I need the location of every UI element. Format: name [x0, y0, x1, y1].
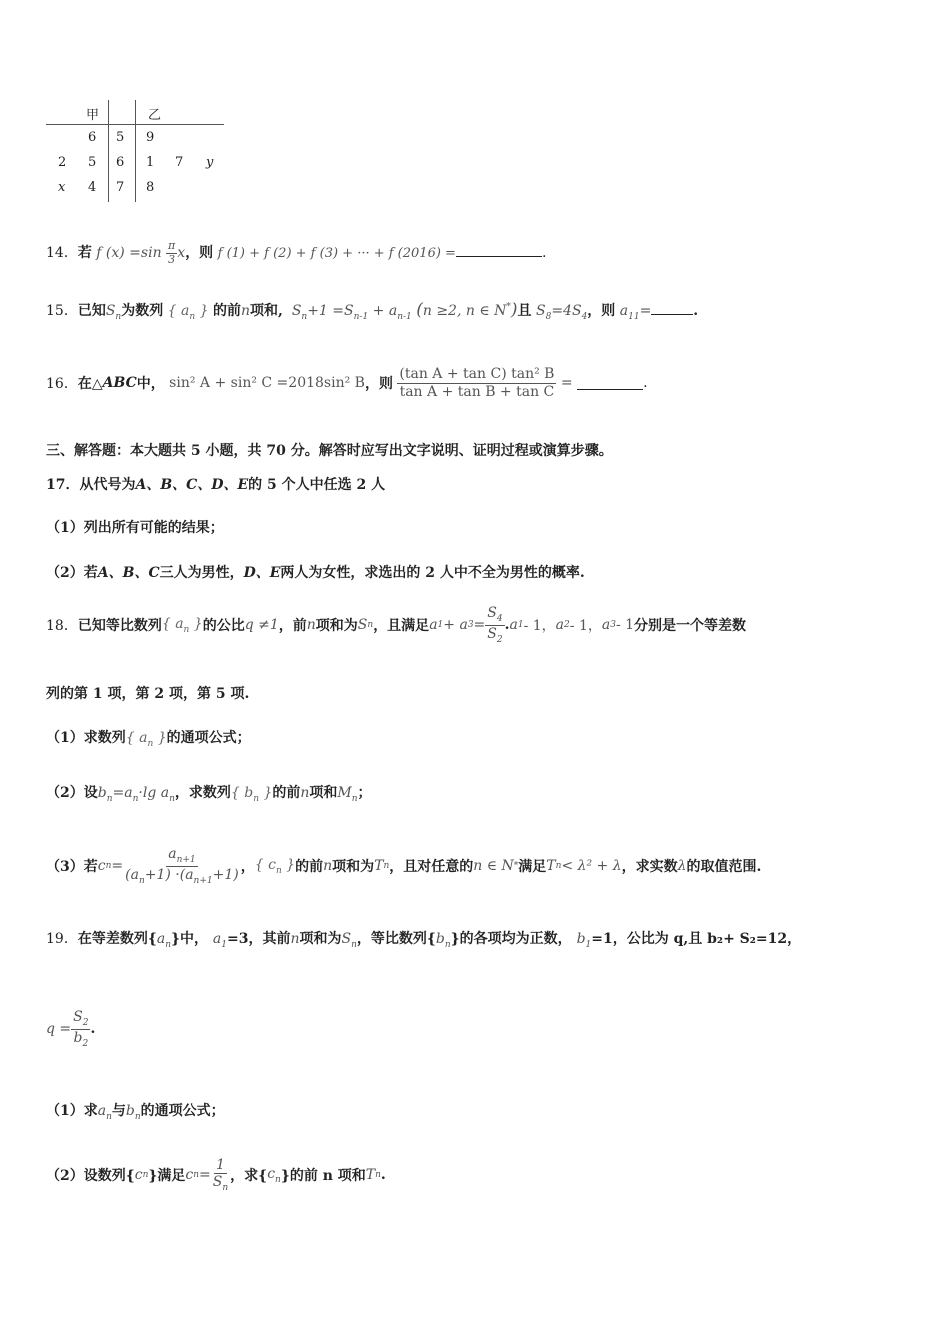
text: 中， — [136, 376, 165, 392]
question-18: 18． 已知等比数列 { $a_n$ } 的公比 q ≠1 ，前 n 项和为 S n ，且满足 a 1 + a 3 = $\frac{S_4}{S_2}$ . a 1 - 1， a 2 - 1， a 3 - 1 分别是一个等差数 — [46, 605, 747, 645]
math: sin² A + sin² C =2018sin² B — [169, 375, 365, 391]
math: x — [177, 245, 186, 262]
answer-blank[interactable] — [577, 377, 643, 390]
punct: . — [643, 375, 648, 391]
math: S — [105, 303, 116, 319]
stem-leaf-table — [46, 100, 224, 202]
table-right-divider — [135, 100, 136, 202]
math: S — [291, 303, 302, 319]
fraction: $\frac{S_2}{b_2}$ — [73, 1009, 89, 1049]
table-left-divider — [108, 100, 109, 202]
text: A、B、C、D、E — [135, 477, 249, 493]
math: S — [536, 303, 546, 319]
q19-part1: （1）求$a_n$与$b_n$的通项公式； — [46, 1103, 225, 1122]
q18-part1: （1）求数列{ $a_n$ }的通项公式； — [46, 730, 251, 749]
leaf: 8 — [146, 180, 155, 195]
q19-part2: （2）设数列{ c n }满足 c n = $\frac{1}{S_n}$ ，求{ $c_n$ }的前 n 项和 T n . — [46, 1156, 386, 1193]
math-seq: { $a_n$ } — [167, 303, 209, 322]
header-left: 甲 — [86, 108, 100, 123]
leaf: 1 — [146, 155, 155, 170]
question-17 — [46, 474, 385, 494]
stem: 6 — [116, 155, 125, 170]
stem: 5 — [116, 130, 125, 145]
text: ，则 — [587, 303, 616, 319]
question-15: 15．已知$S_n$为数列 { $a_n$ } 的前n项和, $S_n+1 =S_{n-1} + a_{n-1}$ (n ≥2, n ∈ N*)且 $S_8=4S_4$，则 $a_{11}=$ . — [46, 300, 699, 322]
q17-part2: （2）若A、B、C三人为男性，D、E两人为女性，求选出的 2 人中不全为男性的概率. — [46, 565, 585, 581]
leaf: 6 — [88, 130, 97, 145]
text: 在△ — [77, 376, 103, 392]
question-number: 14． — [46, 245, 78, 262]
text: 17．从代号为 — [46, 477, 136, 493]
math: n ≥2, n ∈ N — [422, 303, 507, 319]
text: 的 5 个人中任选 2 人 — [248, 477, 386, 493]
text: 已知 — [77, 303, 106, 319]
leaf: x — [58, 180, 66, 195]
answer-blank[interactable] — [456, 244, 542, 257]
q18-part2: （2）设$b_n=a_n\cdot\lg$ $a_n$，求数列{ $b_n$ }的前n项和$M_n$； — [46, 785, 372, 804]
math: +1 =S — [307, 303, 354, 319]
text: 若 — [77, 245, 92, 262]
text: 的前 — [213, 303, 241, 319]
math: = — [560, 375, 573, 391]
math: a — [619, 303, 629, 319]
stem: 7 — [116, 180, 125, 195]
math: f (1) + f (2) + f (3) + ··· + f (2016) = — [217, 246, 456, 262]
leaf: 2 — [58, 155, 67, 170]
answer-blank[interactable] — [651, 302, 693, 315]
fraction: $\frac{\text{(tan A + tan C) tan² B}}{\text{tan A + tan B + tan C}}$ — [399, 366, 555, 400]
leaf: 7 — [175, 155, 184, 170]
math: =4S — [551, 303, 582, 319]
q19-q-def: q = $\frac{S_2}{b_2}$ . — [46, 1009, 96, 1049]
math: = — [639, 303, 652, 319]
text: ，则 — [364, 376, 393, 392]
math: n — [241, 303, 251, 319]
question-14 — [46, 240, 546, 266]
leaf: 9 — [146, 130, 155, 145]
fraction: $\frac{\pi}{3}$ — [168, 239, 176, 266]
leaf: 5 — [88, 155, 97, 170]
text: 为数列 — [121, 303, 164, 319]
question-number: 16． — [46, 376, 78, 392]
math: + a — [372, 303, 398, 319]
fraction: $\frac{S_4}{S_2}$ — [487, 605, 503, 645]
text: 项和, — [250, 303, 283, 319]
q18-line2: 列的第 1 项，第 2 项，第 5 项. — [46, 686, 250, 702]
math: f (x) =sin — [96, 245, 162, 262]
q18-part3: （3）若 c n = $\frac{a_{n+1}}{(a_n+1) \cdot(a_{n+1}+1)}$ ， { $c_n$ } 的前 n 项和为 T n ，且对任意的 n ∈ N * 满足 T n < λ² + λ ，求实数 λ 的取值范围. — [46, 846, 762, 886]
punct: . — [693, 303, 699, 319]
leaf: 4 — [88, 180, 97, 195]
header-right: 乙 — [148, 108, 162, 123]
question-16 — [46, 358, 648, 408]
text: 且 — [517, 303, 532, 319]
q17-part1: （1）列出所有可能的结果； — [46, 520, 224, 536]
question-number: 15． — [46, 303, 78, 319]
fraction: $\frac{a_{n+1}}{(a_n+1) \cdot(a_{n+1}+1)}$ — [125, 846, 239, 886]
leaf: y — [206, 155, 214, 170]
question-19: 19．在等差数列$\{a_n\}$中， $a_1=3$，其前n项和为$S_n$，等比数列$\{b_n\}$的各项均为正数， $b_1=1$，公比为 q,且 b₂+ S₂=12， — [46, 931, 802, 950]
text: ，则 — [185, 245, 214, 262]
math: ABC — [102, 375, 137, 391]
section-heading: 三、解答题：本大题共 5 小题，共 70 分。解答时应写出文字说明、证明过程或演算步骤。 — [46, 443, 613, 459]
fraction: $\frac{1}{S_n}$ — [212, 1156, 229, 1193]
punct: . — [541, 245, 547, 262]
